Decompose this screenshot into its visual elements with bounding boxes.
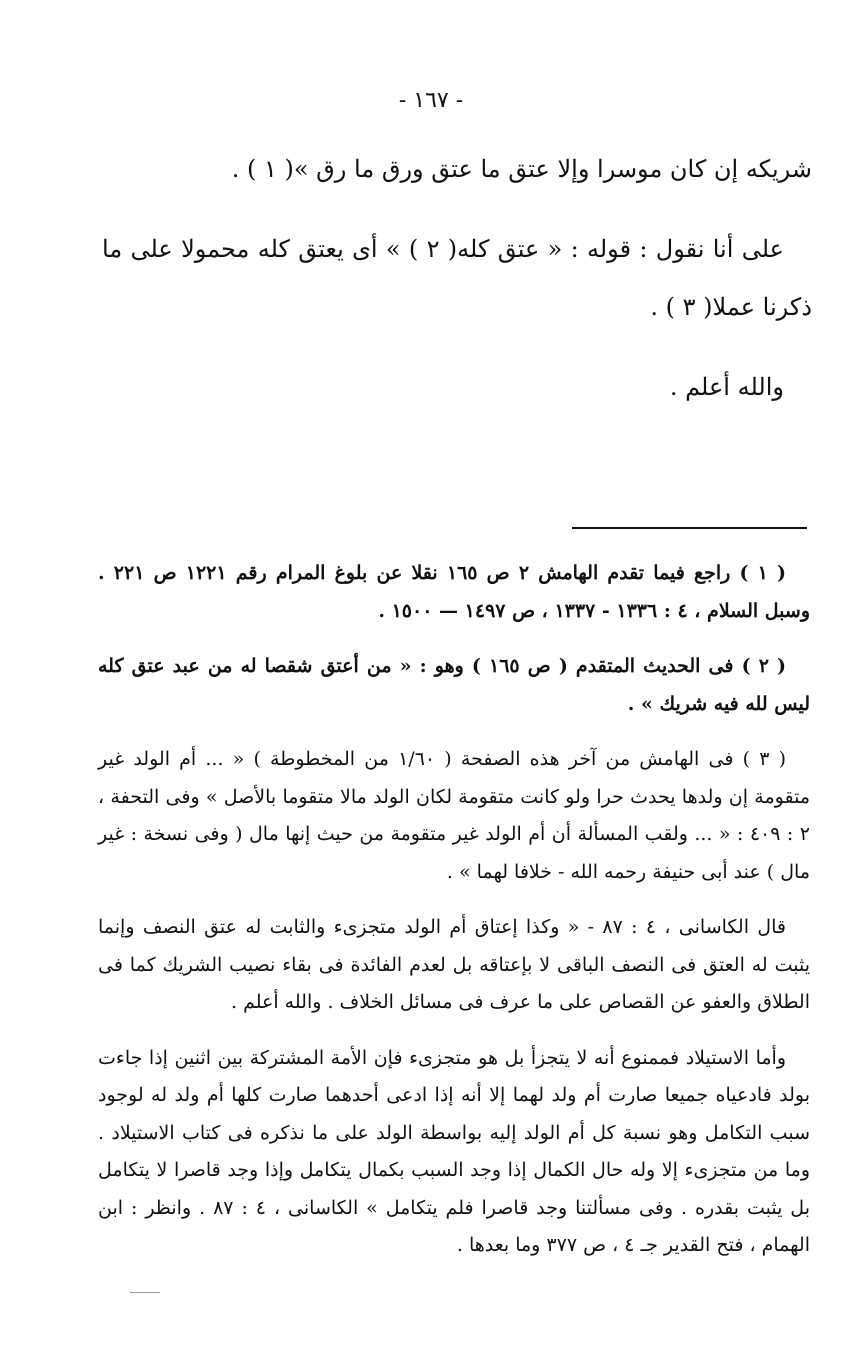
footnote-3: ( ٣ ) فى الهامش من آخر هذه الصفحة ( ١/٦٠ من المخطوطة ) « ... أم الولد غير متقومة إن ولدها يحدث حرا ولو كانت متقومة لكان الولد مالا متقوما بالأصل » وفى التحفة ، ٢ : ٤٠٩ : « ... ولقب المسألة أن أم الولد غير متقومة من حيث إنها مال ( وفى نسخة : غير مال ) عند أبى حنيفة رحمه الله - خلافا لهما » . (98, 748, 810, 883)
footnote-separator (572, 527, 807, 529)
page-number: - ١٦٧ - (398, 88, 464, 113)
closing-phrase: والله أعلم . (669, 373, 784, 401)
footnotes-section (98, 555, 810, 1283)
main-line-1: شريكه إن كان موسرا وإلا عتق ما عتق ورق ما رق »( ١ ) . (231, 155, 812, 183)
main-paragraph-2: على أنا نقول : قوله : « عتق كله( ٢ ) » أى يعتق كله محمولا على ما ذكرنا عملا( ٣ ) . (102, 235, 812, 321)
main-text (102, 140, 812, 416)
footnote-1: ( ١ ) راجع فيما تقدم الهامش ٢ ص ١٦٥ نقلا عن بلوغ المرام رقم ١٢٢١ ص ٢٢١ . وسبل السلام ، ٤ : ١٣٣٦ - ١٣٣٧ ، ص ١٤٩٧ — ١٥٠٠ . (98, 562, 810, 622)
trailing-mark (130, 1292, 160, 1293)
kasani-quote: قال الكاسانى ، ٤ : ٨٧ - « وكذا إعتاق أم الولد متجزىء والثابت له عتق النصف وإنما يثبت له العتق فى النصف الباقى لا بإعتاقه بل لعدم الفائدة فى بقاء نصيب الشريك كما فى الطلاق والعفو عن القصاص على ما عرف فى مسائل الخلاف . والله أعلم . (98, 916, 810, 1013)
footnote-2: ( ٢ ) فى الحديث المتقدم ( ص ١٦٥ ) وهو : « من أعتق شقصا له من عبد عتق كله ليس لله فيه شريك » . (98, 655, 810, 715)
istilad-paragraph: وأما الاستيلاد فممنوع أنه لا يتجزأ بل هو متجزىء فإن الأمة المشتركة بين اثنين إذا جاءت بولد فادعياه جميعا صارت أم ولد لهما إلا أنه إذا ادعى أحدهما صارت كلها أم ولد له لوجود سبب التكامل وهو نسبة كل أم الولد إليه بواسطة الولد على ما نذكره فى كتاب الاستيلاد . وما من متجزىء إلا وله حال الكمال إذا وجد السبب بكمال يتكامل وإذا وجد قاصرا لا يتكامل بل يثبت بقدره . وفى مسألتنا وجد قاصرا فلم يتكامل » الكاسانى ، ٤ : ٨٧ . وانظر : ابن الهمام ، فتح القدير جـ ٤ ، ص ٣٧٧ وما بعدها . (98, 1046, 810, 1256)
